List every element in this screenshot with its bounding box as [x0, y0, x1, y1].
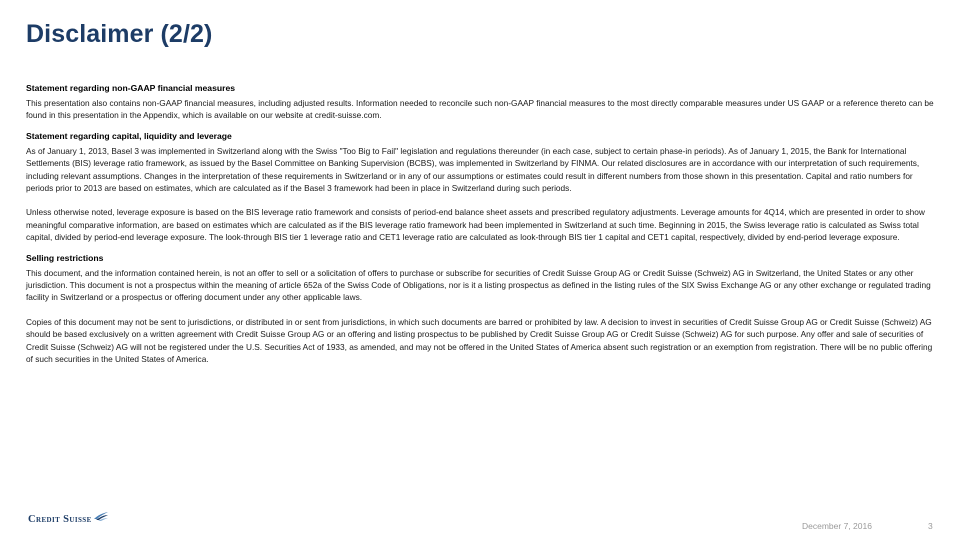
- section-paragraph: This document, and the information contained herein, is not an offer to sell or a solicitation of offers to purchase or subscribe for securities of Credit Suisse Group AG or Credit Suisse (Schweiz) AG in Switzerland, the United States or any other jurisdiction. This document is not a prospectus within the meaning of article 652a of the Swiss Code of Obligations, nor is it a listing prospectus as defined in the listing rules of the SIX Swiss Exchange AG or any other exchange or regulated trading facility in Switzerland or a prospectus or offering document under any other applicable laws.: [26, 267, 931, 303]
- sails-icon: [93, 509, 109, 521]
- section-non-gaap: [26, 82, 936, 122]
- section-capital-liquidity-leverage: [26, 130, 936, 244]
- section-paragraph: Unless otherwise noted, leverage exposure is based on the BIS leverage ratio framework and consists of period-end balance sheet assets and prescribed regulatory adjustments. Leverage amounts for 4Q14, which are presented in order to show meaningful comparative information, are based on estimates which are calculated as if the BIS leverage ratio framework had been implemented in Switzerland at such time. Beginning in 2015, the Swiss leverage ratio is calculated as Swiss total capital, divided by period-end leverage exposure. The look-through BIS tier 1 leverage ratio and CET1 leverage ratio are calculated as look-through BIS tier 1 capital and CET1 capital, respectively, divided by end-period leverage exposure.: [26, 207, 925, 243]
- section-heading: Statement regarding non-GAAP financial measures: [26, 83, 236, 93]
- section-heading: Selling restrictions: [26, 252, 104, 263]
- logo-wordmark: Credit Suisse: [28, 514, 92, 525]
- credit-suisse-logo: [28, 514, 109, 525]
- section-paragraph: This presentation also contains non-GAAP financial measures, including adjusted results. Information needed to reconcile such non-GAAP financial measures to the most directly comparable measures under US GAAP or a reference thereto can be found in this presentation in the Appendix, which is available on our website at credit-suisse.com.: [26, 98, 934, 121]
- disclaimer-content: [26, 82, 936, 366]
- page-title: Disclaimer (2/2): [26, 20, 213, 48]
- section-paragraph: As of January 1, 2013, Basel 3 was implemented in Switzerland along with the Swiss "Too Big to Fail" legislation and regulations thereunder (in each case, subject to certain phase-in periods). As of January 1, 2015, the Bank for International Settlements (BIS) leverage ratio framework, as issued by the Basel Committee on Banking Supervision (BCBS), was implemented in Switzerland by FINMA. Our related disclosures are in accordance with our interpretation of such requirements, including relevant assumptions. Changes in the interpretation of these requirements in Switzerland or in any of our assumptions or estimates could result in different numbers from those shown in this presentation. Capital and ratio numbers for periods prior to 2013 are based on estimates, which are calculated as if the Basel 3 framework had been in place in Switzerland during such periods.: [26, 145, 920, 194]
- section-selling-restrictions: [26, 252, 936, 366]
- footer-date: December 7, 2016: [802, 521, 872, 531]
- section-paragraph: Copies of this document may not be sent to jurisdictions, or distributed in or sent from jurisdictions, in which such documents are barred or prohibited by law. A decision to invest in securities of Credit Suisse Group AG or Credit Suisse (Schweiz) AG should be based exclusively on a written agreement with Credit Suisse Group AG or an offering and listing prospectus to be published by Credit Suisse Group AG or Credit Suisse (Schweiz) AG for such purpose. Any offer and sale of securities of Credit Suisse (Schweiz) AG will not be registered under the U.S. Securities Act of 1933, as amended, and may not be offered in the United States of America absent such registration or an exemption from registration. There will be no public offering of such securities in the United States of America.: [26, 316, 933, 365]
- section-heading: Statement regarding capital, liquidity and leverage: [26, 130, 232, 141]
- page-number: 3: [928, 521, 933, 531]
